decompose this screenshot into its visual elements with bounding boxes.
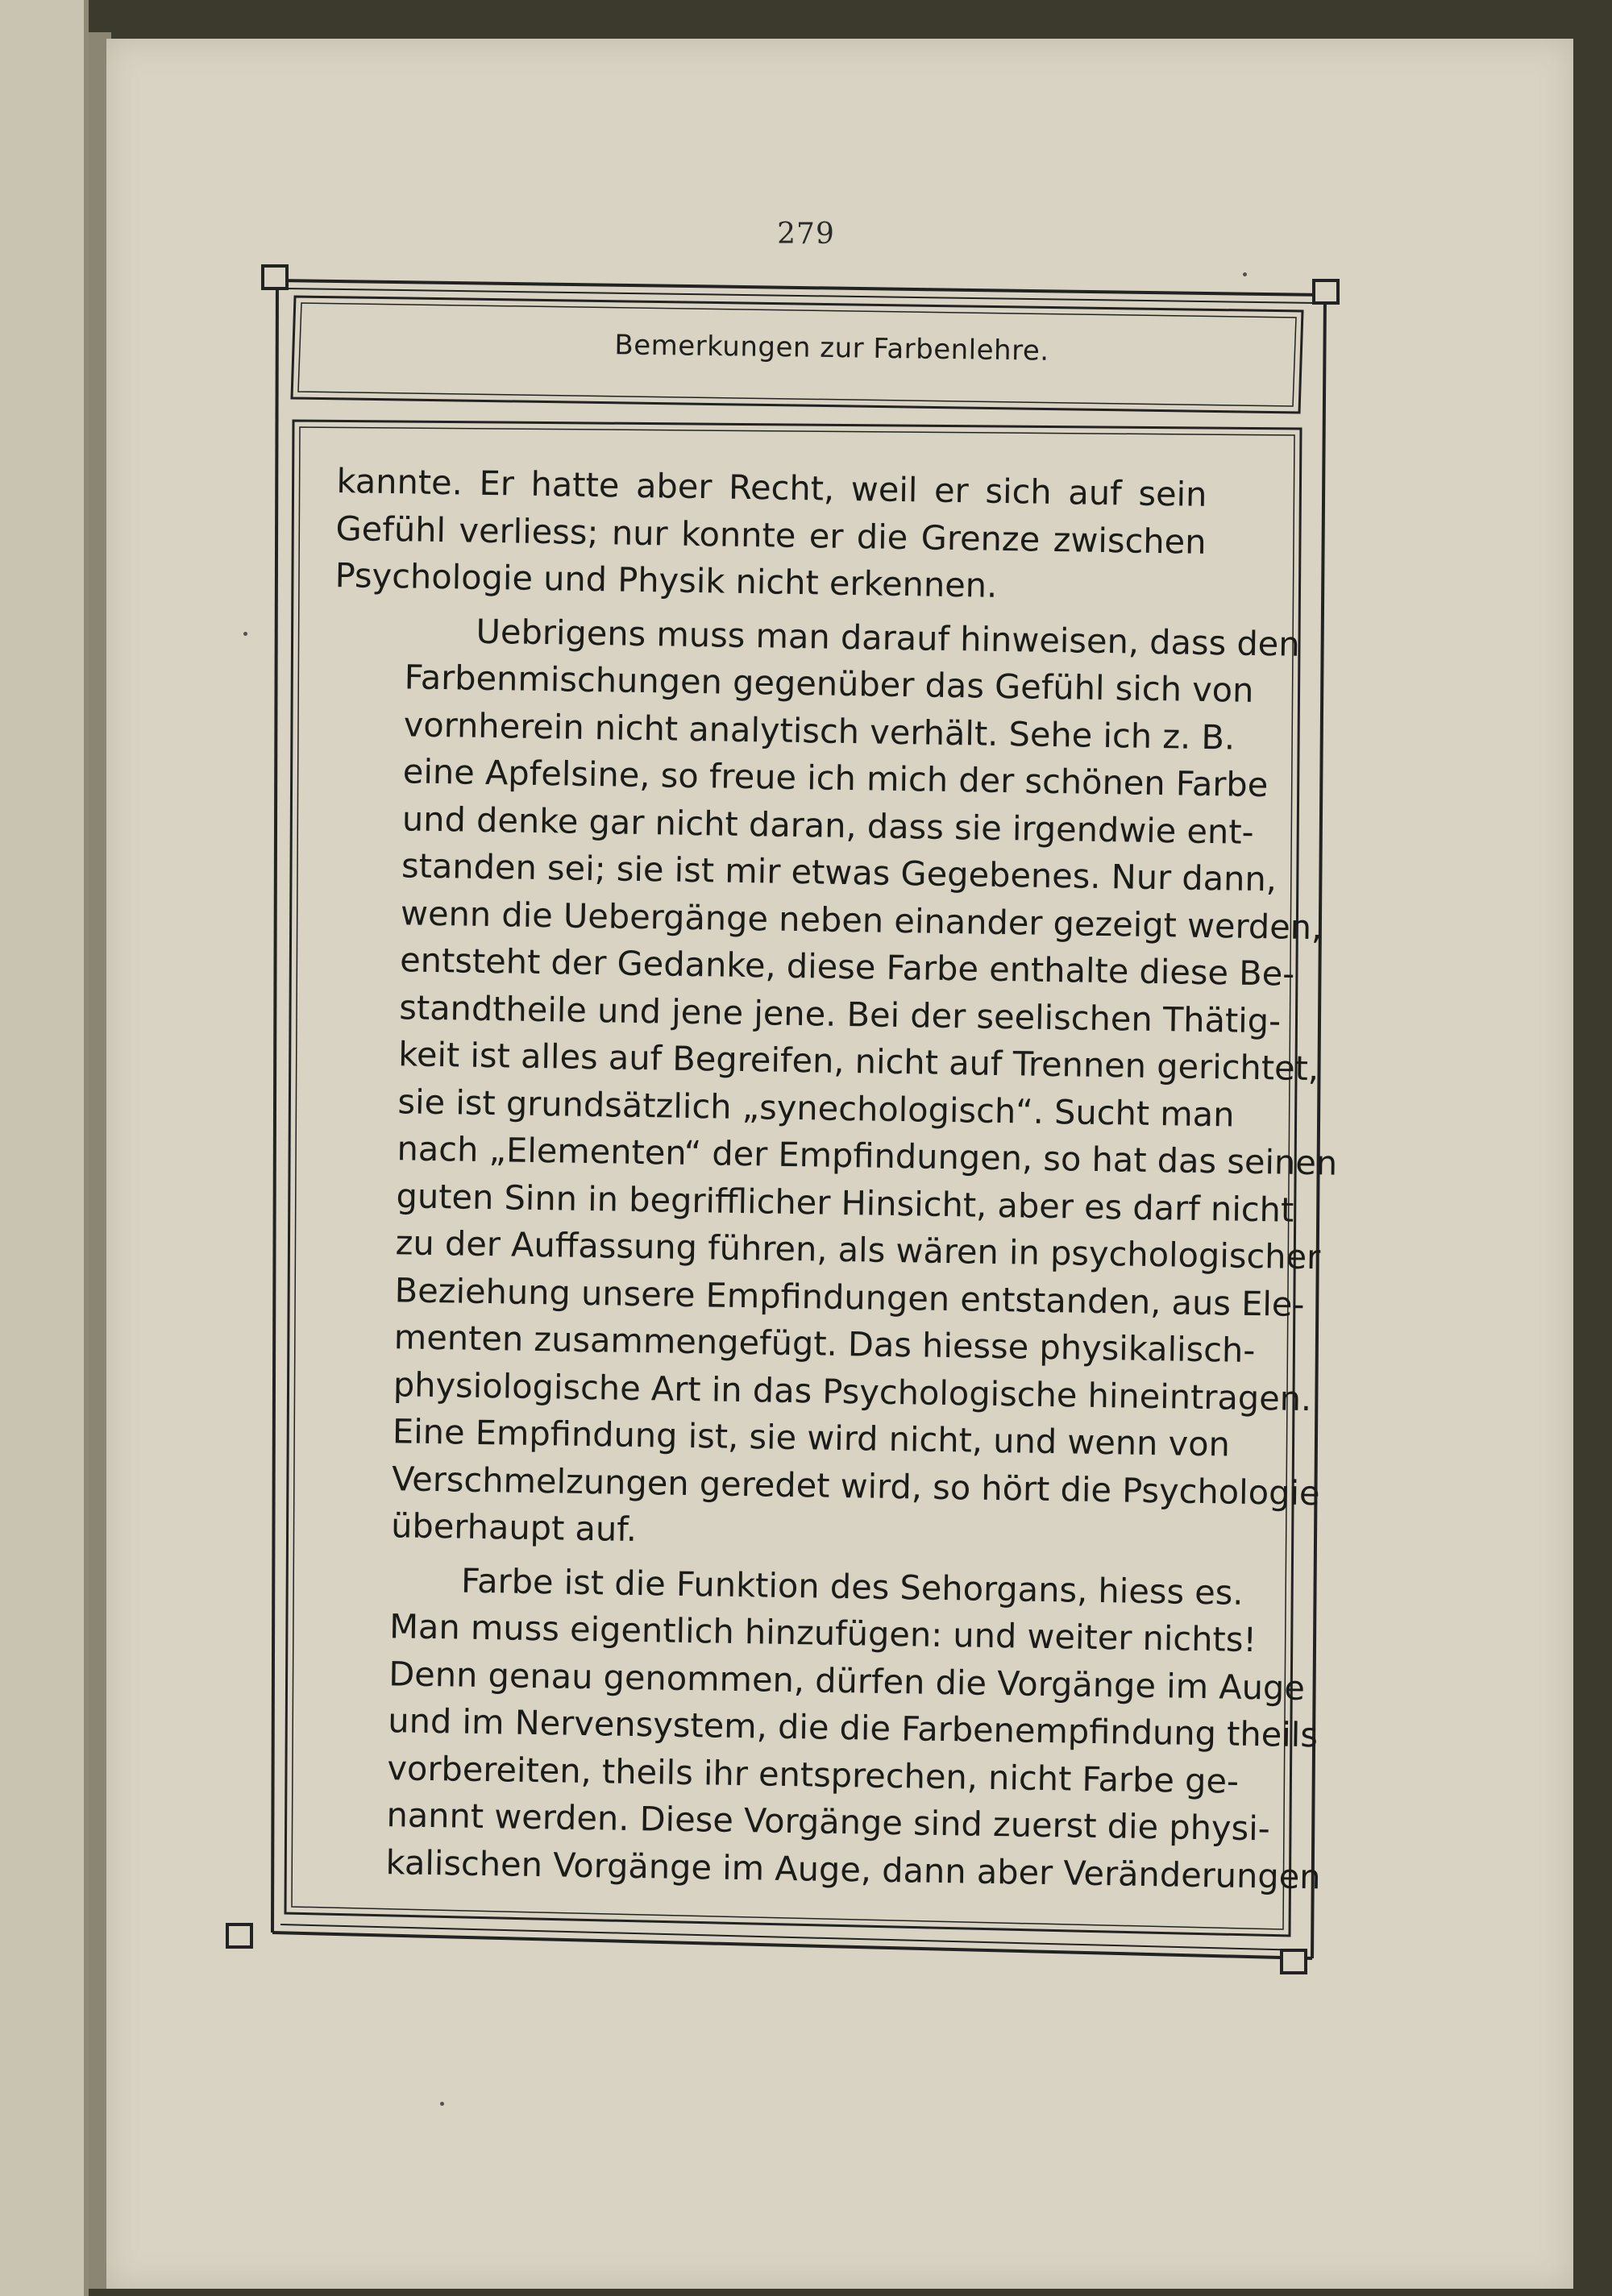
corner-square-top-right [1314, 280, 1338, 303]
text-line: und im Nervensystem, die die Farbenempfindung theils [388, 1700, 1319, 1755]
print-speck [440, 2102, 444, 2106]
corner-square-bottom-right [1282, 1950, 1306, 1973]
frame-right-line [1312, 295, 1325, 1958]
text-line: Farbe ist die Funktion des Sehorgans, hiess es. [460, 1560, 1244, 1613]
paragraph-3 [314, 1555, 1321, 1898]
text-line: nannt werden. Diese Vorgänge sind zuerst die physi- [386, 1795, 1271, 1849]
text-line: menten zusammengefügt. Das hiesse physikalisch- [393, 1317, 1256, 1371]
text-line: Verschmelzungen geredet wird, so hört die Psychologie [391, 1458, 1320, 1513]
text-line: Uebrigens muss man darauf hinweisen, dass den [476, 611, 1301, 664]
print-speck [243, 632, 247, 636]
text-line: nach „Elementen“ der Empfindungen, so hat das seinen [397, 1128, 1338, 1183]
text-line: guten Sinn in begrifflicher Hinsicht, aber es darf nicht [396, 1175, 1294, 1230]
frame-left-line [272, 280, 277, 1933]
text-line: überhaupt auf. [390, 1505, 638, 1550]
text-line: keit ist alles auf Begreifen, nicht auf Trennen gerichtet, [398, 1034, 1319, 1089]
text-line: standen sei; sie ist mir etwas Gegebenes. Nur dann, [401, 845, 1278, 899]
paragraph-2 [320, 605, 1338, 1562]
page-number: 279 [777, 218, 835, 251]
text-line: wenn die Uebergänge neben einander gezeigt werden, [400, 892, 1323, 947]
body-text [314, 458, 1338, 1899]
text-line: Gefühl verliess; nur konnte er die Grenze zwischen [335, 508, 1207, 562]
text-line: kannte. Er hatte aber Recht, weil er sich auf sein [336, 460, 1207, 514]
text-line: entsteht der Gedanke, diese Farbe enthalte diese Be- [399, 940, 1295, 994]
frame-top-line [277, 280, 1325, 295]
text-line: Man muss eigentlich hinzufügen: und weiter nichts! [388, 1606, 1257, 1660]
left-page-edge [0, 0, 89, 2296]
text-line: sie ist grundsätzlich „synechologisch“. Sucht man [397, 1081, 1235, 1135]
text-line: standtheile und jene jene. Bei der seelischen Thätig- [398, 986, 1282, 1040]
text-line: vornherein nicht analytisch verhält. Sehe ich z. B. [403, 704, 1236, 758]
text-line: Farbenmischungen gegenüber das Gefühl sich von [404, 657, 1254, 710]
running-head: Bemerkungen zur Farbenlehre. [614, 329, 1049, 367]
corner-square-bottom-left [227, 1924, 251, 1947]
text-line: und denke gar nicht daran, dass sie irgendwie ent- [401, 798, 1254, 852]
text-line: zu der Auffassung führen, als wären in psychologischer [395, 1223, 1321, 1277]
text-line: Psychologie und Physik nicht erkennen. [334, 554, 998, 605]
frame-bottom-line [272, 1933, 1312, 1958]
print-speck [1243, 272, 1247, 276]
text-line: kalischen Vorgänge im Auge, dann aber Veränderungen [385, 1841, 1321, 1896]
paragraph-1 [334, 458, 1207, 612]
text-line: physiologische Art in das Psychologische hineintragen. [393, 1364, 1312, 1418]
text-line: eine Apfelsine, so freue ich mich der schönen Farbe [402, 751, 1269, 805]
text-line: Eine Empfindung ist, sie wird nicht, und wenn von [392, 1411, 1231, 1464]
corner-square-top-left [263, 266, 287, 289]
text-line: vorbereiten, theils ihr entsprechen, nicht Farbe ge- [387, 1747, 1240, 1801]
text-line: Beziehung unsere Empfindungen entstanden, aus Ele- [394, 1269, 1305, 1324]
page [106, 39, 1573, 2289]
text-line: Denn genau genommen, dürfen die Vorgänge im Auge [388, 1653, 1306, 1708]
